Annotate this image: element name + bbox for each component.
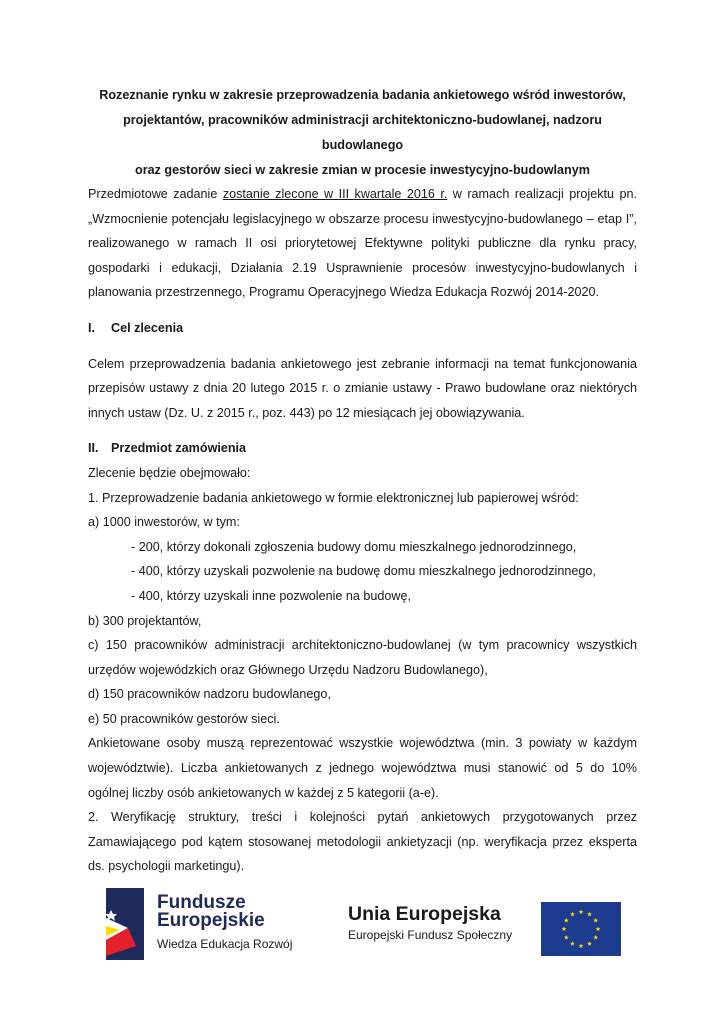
scope-item-a: a) 1000 inwestorów, w tym: <box>88 515 240 530</box>
fe-wordmark <box>157 894 292 954</box>
scope-note: Ankietowane osoby muszą reprezentować wszystkie województwa (min. 3 powiaty w każdym województwie). Liczba ankietowanych z jednego województwa musi stanowić od 5 do 10% ogólnej liczby osób ankietowanych w każdej z 5 kategorii (a-e). <box>88 736 637 800</box>
intro-text-end: w ramach realizacji projektu pn. „Wzmocnienie potencjału legislacyjnego w obszarze procesu inwestycyjno-budowlanego – etap I”, realizowanego w ramach II osi priorytetowej Efektywne polityki publiczne dla rynku pracy, gospodarki i edukacji, Działania 2.19 Usprawnienie procesów inwestycyjno-budowlanych i planowania przestrzennego, Programu Operacyjnego Wiedza Edukacja Rozwój 2014-2020. <box>88 187 637 300</box>
scope-sub-item: - 200, którzy dokonali zgłoszenia budowy domu mieszkalnego jednorodzinnego, <box>131 539 577 554</box>
scope-item-b: b) 300 projektantów, <box>88 613 202 628</box>
eu-flag-icon <box>541 902 621 956</box>
section-1-paragraph: Celem przeprowadzenia badania ankietowego jest zebranie informacji na temat funkcjonowania przepisów ustawy z dnia 20 lutego 2015 r. o zmianie ustawy - Prawo budowlane oraz niektórych innych ustaw (Dz. U. z 2015 r., poz. 443) po 12 miesiącach jej obowiązywania. <box>88 356 637 420</box>
document-body <box>88 182 637 879</box>
section-number: I. <box>88 320 95 335</box>
section-heading-1 <box>88 316 637 341</box>
scope-intro: Zlecenie będzie obejmowało: <box>88 465 251 480</box>
section-number: II. <box>88 441 99 456</box>
title-line: Rozeznanie rynku w zakresie przeprowadzenia badania ankietowego wśród inwestorów, <box>99 88 626 102</box>
scope-sub-item: - 400, którzy uzyskali inne pozwolenie na budowę, <box>131 588 412 603</box>
scope-sub-item: - 400, którzy uzyskali pozwolenie na budowę domu mieszkalnego jednorodzinnego, <box>131 564 596 579</box>
ue-wordmark <box>348 902 512 944</box>
fe-line-2: Europejskie <box>157 910 265 931</box>
title-line: oraz gestorów sieci w zakresie zmian w procesie inwestycyjno-budowlanym <box>135 163 590 177</box>
title-line: projektantów, pracowników administracji architektoniczno-budowlanej, nadzoru budowlanego <box>123 113 602 152</box>
fe-line-1: Fundusze <box>157 892 246 913</box>
section-heading-2 <box>88 436 637 461</box>
intro-text-start: Przedmiotowe zadanie <box>88 187 223 201</box>
fe-line-3: Wiedza Edukacja Rozwój <box>157 937 293 951</box>
intro-paragraph <box>88 182 637 305</box>
scope-item-c: c) 150 pracowników administracji architektoniczno-budowlanej (w tym pracownicy wszystkich urzędów wojewódzkich oraz Głównego Urzędu Nadzoru Budowlanego), <box>88 638 637 677</box>
scope-item-d: d) 150 pracowników nadzoru budowlanego, <box>88 687 331 702</box>
section-title: Cel zlecenia <box>111 320 184 335</box>
scope-item-2: 2. Weryfikację struktury, treści i kolejności pytań ankietowych przygotowanych przez Zamawiającego pod kątem stosowanej metodologii ankietyzacji (np. weryfikacja przez eksperta ds. psychologii marketingu). <box>88 810 637 874</box>
ue-line-2: Europejski Fundusz Społeczny <box>348 928 513 942</box>
ue-line-1: Unia Europejska <box>348 903 501 925</box>
scope-item-1: 1. Przeprowadzenie badania ankietowego w formie elektronicznej lub papierowej wśród: <box>88 490 579 505</box>
section-title: Przedmiot zamówienia <box>111 441 247 456</box>
intro-underlined-date: zostanie zlecone w III kwartale 2016 r. <box>222 187 448 201</box>
fundusze-europejskie-logo <box>106 888 326 966</box>
fe-emblem-icon <box>106 888 144 960</box>
unia-europejska-logo <box>348 900 628 960</box>
scope-item-e: e) 50 pracowników gestorów sieci. <box>88 711 280 726</box>
document-title <box>88 83 637 183</box>
